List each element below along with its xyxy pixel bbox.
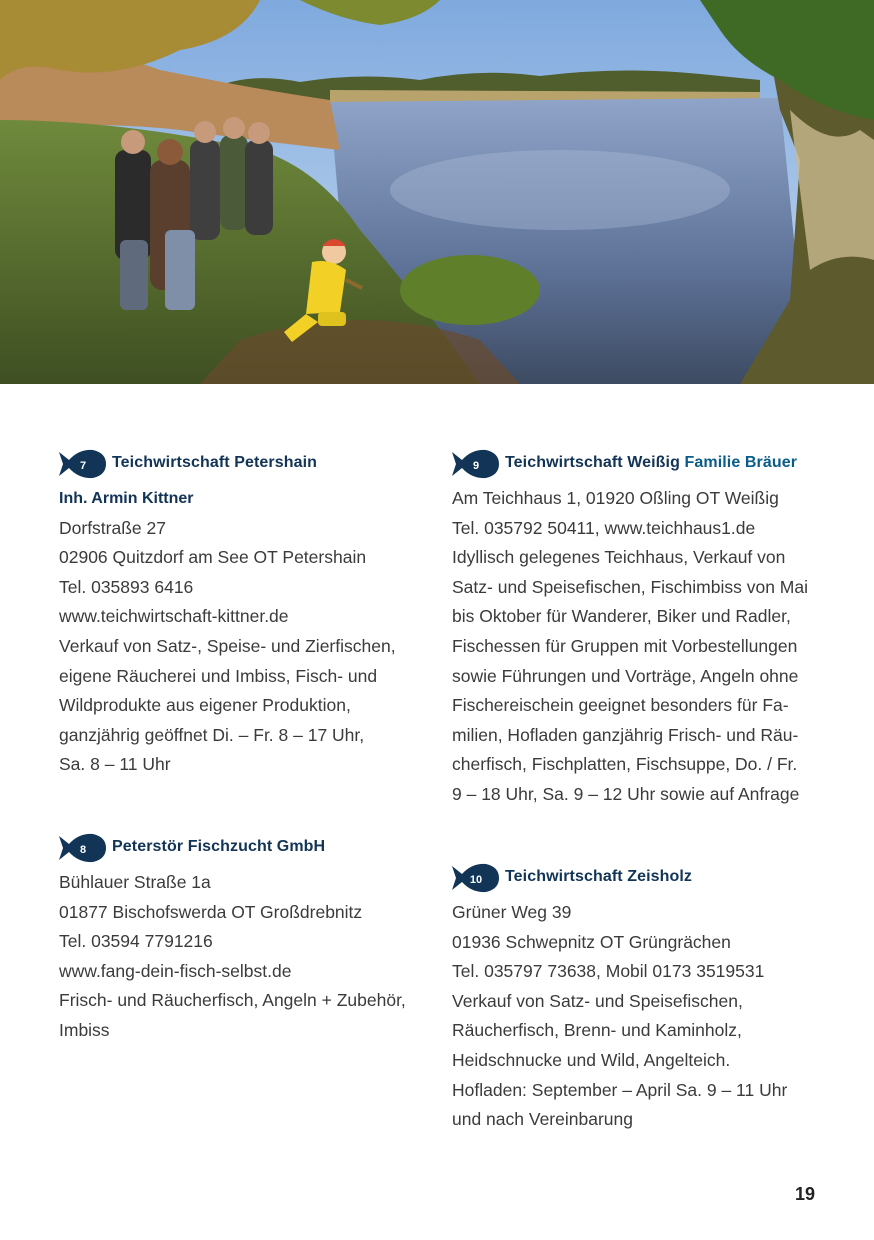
- entry-line: Satz- und Speisefischen, Fischimbiss von Mai: [452, 576, 808, 597]
- entry-line: Grüner Weg 39: [452, 902, 572, 922]
- entry-line: 01936 Schwepnitz OT Grüngrächen: [452, 931, 731, 952]
- entry-line: Tel. 03594 7791216: [59, 931, 213, 952]
- entry-line: Imbiss: [59, 1019, 110, 1040]
- entry-number: 10: [469, 874, 483, 886]
- entry-subtitle: Inh. Armin Kittner: [59, 490, 194, 507]
- entry-line: Dorfstraße 27: [59, 517, 166, 538]
- entry-line: Tel. 035792 50411, www.teichhaus1.de: [452, 517, 756, 538]
- entry-line: Fischereischein geeignet besonders für Fa-: [452, 695, 789, 716]
- fish-badge-icon: [57, 448, 107, 480]
- entry-link: www.teichwirtschaft-kittner.de: [59, 606, 289, 627]
- hero-photo: [0, 0, 874, 384]
- entry-line: Frisch- und Räucherfisch, Angeln + Zubehör,: [59, 990, 406, 1011]
- entry-line: Bühlauer Straße 1a: [59, 872, 211, 892]
- entry-line: Räucherfisch, Brenn- und Kaminholz,: [452, 1020, 742, 1041]
- entry-line: Verkauf von Satz-, Speise- und Zierfischen,: [59, 635, 396, 656]
- fish-badge-icon: [450, 448, 500, 480]
- entry-line: milien, Hofladen ganzjährig Frisch- und Räu-: [452, 724, 799, 745]
- entry-line: Fischessen für Gruppen mit Vorbestellungen: [452, 635, 798, 656]
- entry-line: Heidschnucke und Wild, Angelteich.: [452, 1049, 731, 1070]
- entry-line: Tel. 035797 73638, Mobil 0173 3519531: [452, 961, 765, 982]
- page-number: 19: [794, 1184, 815, 1204]
- fish-badge-icon: [57, 832, 107, 864]
- entry-line: 02906 Quitzdorf am See OT Petershain: [59, 547, 367, 568]
- entry-number: 9: [472, 460, 480, 472]
- entry-line: Sa. 8 – 11 Uhr: [59, 754, 171, 775]
- entry-line: bis Oktober für Wanderer, Biker und Radler,: [452, 606, 791, 627]
- entry-number: 7: [79, 460, 87, 472]
- entry-number: 8: [79, 844, 87, 856]
- entry-line: und nach Vereinbarung: [452, 1109, 633, 1130]
- entry-line: Verkauf von Satz- und Speisefischen,: [452, 990, 743, 1011]
- entry-line: cherfisch, Fischplatten, Fischsuppe, Do. / Fr.: [452, 754, 798, 775]
- entry-title: Teichwirtschaft Weißig Familie Bräuer: [505, 454, 798, 471]
- entry-line: Hofladen: September – April Sa. 9 – 11 Uhr: [452, 1079, 788, 1100]
- entry-line: Wildprodukte aus eigener Produktion,: [59, 695, 351, 716]
- photo-lake-people-icon: [0, 0, 874, 384]
- entry-8: [59, 838, 429, 1046]
- entry-link: www.fang-dein-fisch-selbst.de: [59, 960, 292, 981]
- entry-line: 01877 Bischofswerda OT Großdrebnitz: [59, 901, 363, 922]
- entry-line: 9 – 18 Uhr, Sa. 9 – 12 Uhr sowie auf Anfrage: [452, 783, 800, 804]
- entry-line: Idyllisch gelegenes Teichhaus, Verkauf von: [452, 547, 786, 568]
- entry-10: [452, 868, 822, 1135]
- entry-line: eigene Räucherei und Imbiss, Fisch- und: [59, 665, 378, 686]
- entry-title: Teichwirtschaft Petershain: [112, 454, 318, 471]
- entry-line: Tel. 035893 6416: [59, 576, 194, 597]
- entry-line: Am Teichhaus 1, 01920 Oßling OT Weißig: [452, 488, 779, 508]
- entry-7: [59, 454, 429, 780]
- entry-title: Teichwirtschaft Zeisholz: [505, 868, 693, 885]
- fish-badge-icon: [450, 862, 500, 894]
- entry-line: sowie Führungen und Vorträge, Angeln ohne: [452, 665, 799, 686]
- entry-title: Peterstör Fischzucht GmbH: [112, 838, 326, 855]
- entry-9: [452, 454, 822, 810]
- entry-line: ganzjährig geöffnet Di. – Fr. 8 – 17 Uhr,: [59, 724, 365, 745]
